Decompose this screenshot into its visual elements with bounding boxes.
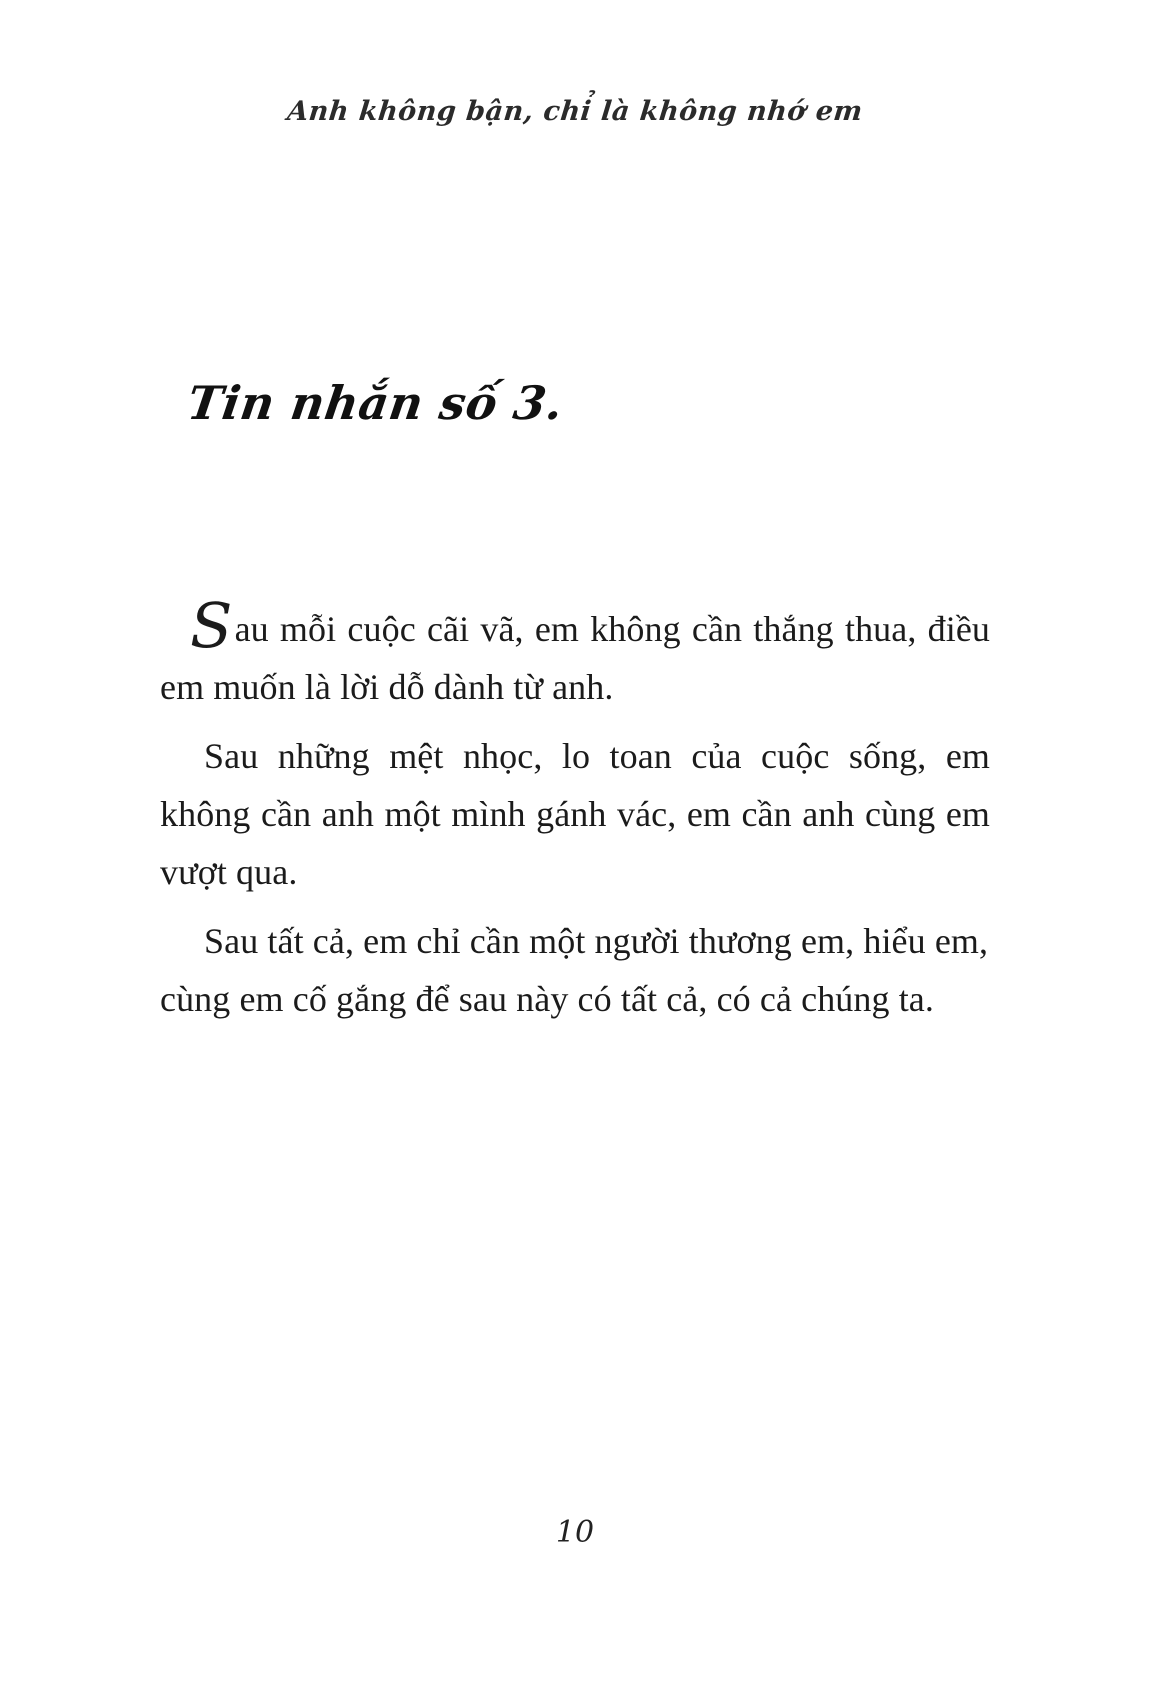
chapter-title: Tin nhắn số 3. — [184, 375, 567, 430]
paragraph-2: Sau những mệt nhọc, lo toan của cuộc sống, em không cần anh một mình gánh vác, em cần anh cùng em vượt qua. — [160, 735, 990, 893]
paragraph-1-text: au mỗi cuộc cãi vã, em không cần thắng thua, điều em muốn là lời dỗ dành từ anh. — [160, 609, 990, 708]
page-number: 10 — [555, 1515, 595, 1550]
drop-cap-letter: S — [190, 589, 233, 662]
paragraph-3: Sau tất cả, em chỉ cần một người thương em, hiểu em, cùng em cố gắng để sau này có tất cả, có cả chúng ta. — [160, 920, 989, 1019]
paragraph-1 — [160, 589, 990, 717]
running-head: Anh không bận, chỉ là không nhớ em — [285, 96, 865, 127]
body-text — [160, 589, 990, 1038]
